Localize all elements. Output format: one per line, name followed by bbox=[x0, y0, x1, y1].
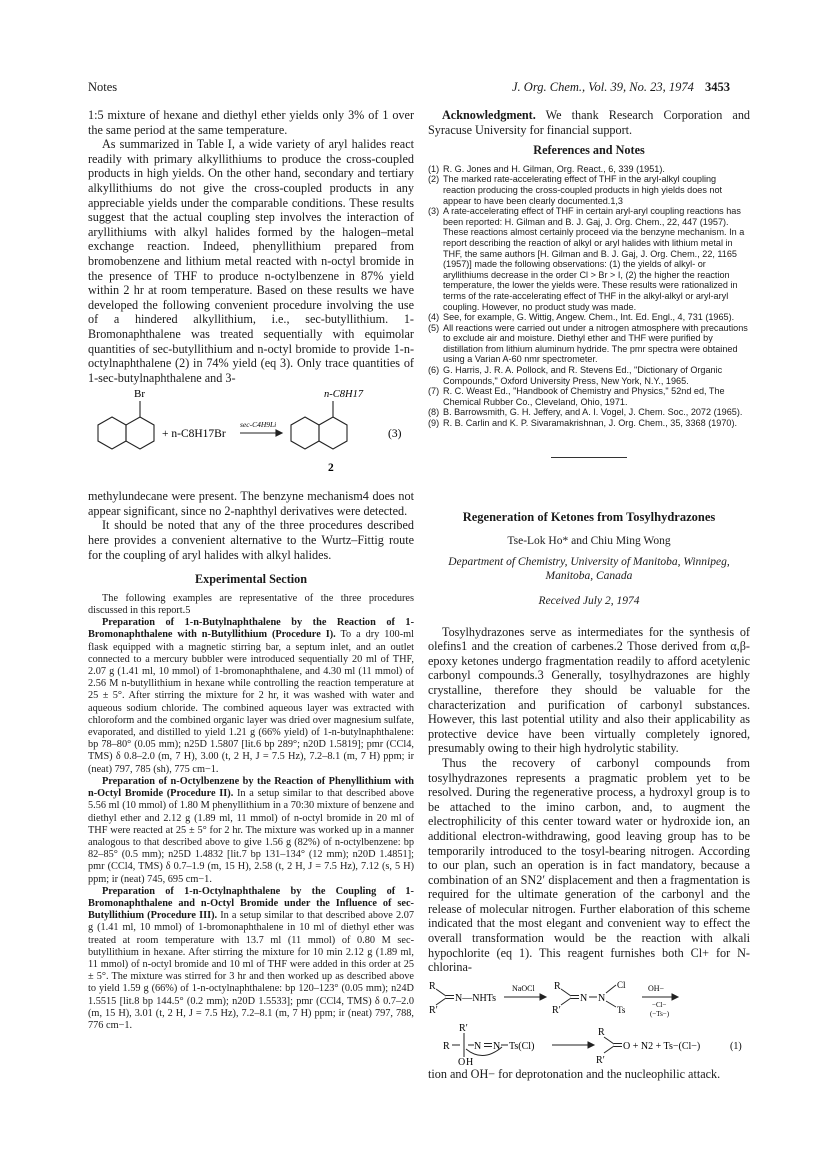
reference-text: The marked rate-accelerating effect of THF in the aryl-alkyl coupling reaction producing the cross-coupled products in high yields does not appear to have been clearly documented.1,3 bbox=[443, 174, 723, 206]
reference-text: See, for example, G. Wittig, Angew. Chem., Int. Ed. Engl., 4, 731 (1965). bbox=[443, 312, 735, 323]
reference-item bbox=[428, 386, 750, 407]
procedure-2-title: Preparation of n-Octylbenzene by the Reaction of Phenyllithium with n-Octyl Bromide (Procedure II). bbox=[88, 775, 414, 800]
scheme-naocl: NaOCl bbox=[512, 983, 535, 993]
scheme-o: O bbox=[458, 1056, 466, 1067]
equation-1-scheme bbox=[428, 979, 750, 1067]
reference-text: All reactions were carried out under a nitrogen atmosphere with precautions to exclude air and moisture. Diethyl ether and THF were purified by distillation from lithium aluminum hydride. The pmr spectra were obtained using a Varian A-60 nmr spectrometer. bbox=[443, 322, 748, 365]
reference-number: (1) bbox=[428, 163, 440, 174]
reference-item bbox=[428, 418, 750, 429]
scheme-ts: Ts bbox=[617, 1004, 626, 1015]
left-column bbox=[88, 108, 414, 1032]
reference-item bbox=[428, 206, 750, 312]
arrow-reagent: sec-C4H9Li bbox=[240, 420, 277, 430]
equation-number: (3) bbox=[388, 428, 402, 441]
product-substituent: n-C8H17 bbox=[324, 389, 364, 401]
reference-text: A rate-accelerating effect of THF in certain aryl-aryl coupling reactions has been reported: H. Gilman and B. J. Gaj, J. Org. Chem., 22, 447 (1957). These reactions almost certainly proceed via the benzyne mechanism. In a report describing the reaction of alkyl or aryl halides with lithium metal in THF, the same authors [H. Gilman and B. J. Gaj, J. Org. Chem., 22, 1165 (1957)] made the following observations: (1) the yields of alkyl- or aryllithiums decrease in the order Cl > Br > I, (2) the higher the reaction temperature, the lower the yields were. These results were rationalized in terms of the rate-accelerating effect of THF in the alkyl-alkyl or aryl-aryl coupling. However, no product study was made. bbox=[443, 206, 745, 312]
paragraph: Tosylhydrazones serve as intermediates for the synthesis of olefins1 and the creation of carbenes.2 Those derived from α,β-epoxy ketones undergo fragmentation readily to afford acetylenic carbonyl compounds.3 Generally, tosylhydrazones are highly crystalline, therefore they should be valuable for the characterization and purification of carbonyl substances. However, this last potential utility and also their applicability as protective device have been virtually completely ignored, presumably owing to their high hydrolytic stability. bbox=[428, 624, 750, 756]
scheme-products: O + N2 + Ts−(Cl−) bbox=[623, 1040, 701, 1052]
scheme-r5: R′ bbox=[459, 1022, 468, 1034]
reference-text: G. Harris, J. R. A. Pollock, and R. Stevens Ed., "Dictionary of Organic Compounds," Oxford University Press, New York, N.Y., 1965. bbox=[443, 365, 723, 386]
reference-number: (8) bbox=[428, 407, 440, 418]
paragraph: methylundecane were present. The benzyne mechanism4 does not appear significant, since no 2-naphthyl derivatives were detected. bbox=[88, 489, 414, 518]
paragraph: As summarized in Table I, a wide variety of aryl halides react readily with primary alkyllithiums to produce the cross-coupled products in high yields. On the other hand, secondary and tertiary alkyllithiums do not give the cross-coupled products in any appreciable yields under the comparable conditions. These results suggest that the actual coupling step involves the interaction of aryllithiums with alkyl halides formed by the halogen–metal exchange reaction. Indeed, phenyllithium prepared from bromobenzene and lithium metal reacted with n-octyl bromide in the presence of THF to produce n-octylbenzene in 87% yield within 2 hr at room temperature. Based on these results we have developed the following convenient procedure involving the use of a hindered alkyllithium, i.e., sec-butyllithium. 1-Bromonaphthalene was treated sequentially with equimolar quantities of sec-butyllithium and n-octyl bromide to provide 1-n-octylnaphthalene (2) in 74% yield (eq 3). Only trace quantities of 1-sec-butylnaphthalene and 3- bbox=[88, 137, 414, 385]
reference-number: (2) bbox=[428, 174, 440, 185]
paragraph: It should be noted that any of the three procedures described here provides a convenient alternative to the Wurtz–Fittig route for the coupling of aryl halides with alkyl halides. bbox=[88, 518, 414, 562]
scheme-r7: R bbox=[598, 1026, 605, 1038]
procedure-3-title: Preparation of 1-n-Octylnaphthalene by the Coupling of 1-Bromonaphthalene and n-Octyl Bromide under the Influence of sec-Butyllithium (Procedure III). bbox=[88, 885, 414, 922]
references-list bbox=[428, 164, 750, 429]
scheme-r3: R bbox=[554, 980, 561, 992]
procedure-1-text: To a dry 100-ml flask equipped with a magnetic stirring bar, a septum inlet, and an outlet connected to a mercury bubbler were introduced sequentially 20 ml of THF, 2.07 g (1.41 ml, 10 mmol) of 1-bromonaphthalene, and 4.30 ml (11 mmol) of 2.56 M n-butyllithium in hexane while controlling the reaction temperature at 25 ± 5°. After stirring the mixture for 2 hr, it was washed with water and aqueous sodium chloride. The combined aqueous layer was extracted with chloroform and the combined organic layer was dried over magnesium sulfate, evaporated, and distilled to yield 1.21 g (66% yield) of 1-n-butylnaphthalene: bp 78–80° (0.05 mm); n25D 1.5807 [lit.6 bp 289°; n20D 1.5819]; pmr (CCl4, TMS) δ 0.8–2.0 (m, 7 H), 3.00 (t, 2 H, J = 7.5 Hz), 7.2–8.1 (m, 7 H) ppm; ir (neat) 797, 785 (sh), 775 cm−1. bbox=[88, 629, 415, 775]
received-date: Received July 2, 1974 bbox=[538, 595, 640, 607]
paragraph: Thus the recovery of carbonyl compounds from tosylhydrazones represents a pragmatic problem yet to be resolved. During the regenerative process, a hydroxyl group is to be attached to the imino carbon, and, to augment the electrophilicity of this center toward water or hydroxide ion, an additional electron-withdrawing, good leaving group has to be temporarily introduced to the tosyl-bearing nitrogen. According to our plan, such an operation is in fact mandatory, because a combination of an SN2′ displacement and then a fragmentation is required for the ultimate generation of the carbonyl and the release of molecular nitrogen. Further elaboration of this scheme indicated that the most elegant and convenient way to effect the overall transformation would be the reaction with alkali hypochlorite (eq 1). This reagent furnishes both Cl+ for N-chlorina- bbox=[428, 755, 750, 975]
reference-item bbox=[428, 174, 750, 206]
scheme-minus-cl: −Cl− bbox=[652, 1000, 667, 1009]
reference-text: R. C. Weast Ed., "Handbook of Chemistry and Physics," 52nd ed, The Chemical Rubber Co., Cleveland, Ohio, 1971. bbox=[443, 386, 725, 407]
running-header-left: Notes bbox=[88, 80, 118, 94]
procedure-1 bbox=[88, 617, 414, 776]
equation-3-scheme bbox=[88, 387, 414, 487]
running-header-right bbox=[512, 80, 730, 95]
procedure-3-text: In a setup similar to that described above 2.07 g (1.41 ml, 10 mmol) of 1-bromonaphthalene in 10 ml of diethyl ether was treated at room temperature with 13.7 ml (11 mmol) of 0.80 M sec-butyllithium in hexane. After stirring the mixture for 10 min 2.12 g (1.89 ml, 11 mmol) of n-octyl bromide and 10 ml of THF were added in this order at 25 ± 5°. The mixture was stirred for 3 hr and then worked up as described above to yield 1.59 g (66%) of 1-n-octylnaphthalene: bp 120–123° (0.05 mm); n24D 1.5515 [lit.8 bp 144.5° (0.2 mm); n20D 1.5533]; pmr (CCl4, TMS) δ 0.7–2.0 (m, 15 H), 3.01 (t, 2 H, J = 7.5 Hz), 7.2–8.1 (m, 7 H) ppm; ir (neat) 797, 788, 776 cm−1. bbox=[88, 910, 414, 1031]
reference-text: B. Barrowsmith, G. H. Jeffery, and A. I. Vogel, J. Chem. Soc., 2072 (1965). bbox=[443, 407, 743, 418]
reference-number: (4) bbox=[428, 312, 440, 323]
scheme-r8: R′ bbox=[596, 1054, 605, 1066]
affiliation: Department of Chemistry, University of Manitoba, Winnipeg, Manitoba, Canada bbox=[448, 555, 730, 583]
paragraph: 1:5 mixture of hexane and diethyl ether yields only 3% of 1 over the same period at the same temperature. bbox=[88, 108, 414, 137]
scheme-eq-number: (1) bbox=[730, 1040, 742, 1052]
scheme-h: H bbox=[466, 1056, 474, 1067]
scheme-tscl: Ts(Cl) bbox=[509, 1040, 535, 1052]
scheme-r2: R′ bbox=[429, 1004, 438, 1016]
right-column bbox=[428, 108, 750, 1081]
reference-item bbox=[428, 407, 750, 418]
reference-number: (5) bbox=[428, 322, 440, 333]
scheme-oh: OH− bbox=[648, 983, 665, 993]
reference-number: (7) bbox=[428, 386, 440, 397]
procedure-2-text: In a setup similar to that described above 5.56 ml (10 mmol) of 1.80 M phenyllithium in a 70:30 mixture of benzene and diethyl ether and 2.12 g (1.89 ml, 11 mmol) of n-octyl bromide in 20 ml of THF were reacted at 25 ± 5° for 2 hr. The mixture was worked up in a manner analogous to that described above to give 1.56 g (82%) of n-octylbenzene: bp 82–85° (0.5 mm); n25D 1.4832 [lit.7 bp 131–134° (12 mm); n20D 1.4851]; pmr (CCl4, TMS) δ 0.7–1.9 (m, 15 H), 2.58 (t, 2 H, J = 7.5 Hz), 7.12 (s, 5 H) ppm; ir (neat) 745, 695 cm−1. bbox=[88, 788, 414, 885]
reference-item bbox=[428, 323, 750, 365]
bromo-label: Br bbox=[134, 388, 145, 401]
scheme-n1: N bbox=[474, 1040, 482, 1052]
reference-number: (6) bbox=[428, 365, 440, 376]
scheme-n: N bbox=[580, 992, 588, 1004]
reference-text: R. B. Carlin and K. P. Sivaramakrishnan, J. Org. Chem., 35, 3368 (1970). bbox=[443, 418, 738, 429]
reference-item bbox=[428, 312, 750, 323]
scheme-r1: R bbox=[429, 980, 436, 992]
experimental-heading: Experimental Section bbox=[194, 572, 308, 587]
reference-number: (9) bbox=[428, 418, 440, 429]
scheme-r6: R bbox=[443, 1040, 450, 1052]
procedure-3 bbox=[88, 886, 414, 1032]
page-number: 3453 bbox=[704, 80, 730, 94]
experimental-section bbox=[88, 593, 414, 1032]
paragraph: tion and OH− for deprotonation and the nucleophilic attack. bbox=[428, 1066, 721, 1081]
procedure-2 bbox=[88, 776, 414, 886]
scheme-minus-ts: (−Ts−) bbox=[650, 1009, 670, 1018]
scheme-n2: N bbox=[493, 1040, 501, 1052]
reference-number: (3) bbox=[428, 206, 440, 217]
procedure-1-title: Preparation of 1-n-Butylnaphthalene by the Reaction of 1-Bromonaphthalene with n-Butyllithium (Procedure I). bbox=[88, 617, 414, 641]
acknowledgment-title: Acknowledgment. bbox=[442, 108, 536, 122]
acknowledgment bbox=[428, 108, 750, 137]
journal-citation: J. Org. Chem., Vol. 39, No. 23, 1974 bbox=[512, 80, 694, 94]
scheme-nnhts: N—NHTs bbox=[455, 992, 496, 1004]
scheme-cl: Cl bbox=[617, 979, 626, 990]
references-heading: References and Notes bbox=[533, 143, 645, 158]
reference-item bbox=[428, 164, 750, 175]
authors: Tse-Lok Ho* and Chiu Ming Wong bbox=[507, 535, 671, 548]
article-title: Regeneration of Ketones from Tosylhydrazones bbox=[462, 509, 716, 524]
scheme-r4: R′ bbox=[552, 1004, 561, 1016]
experimental-intro: The following examples are representative of the three procedures discussed in this report.5 bbox=[88, 592, 414, 617]
reference-text: R. G. Jones and H. Gilman, Org. React., 6, 339 (1951). bbox=[443, 163, 665, 174]
reagent-label: + n-C8H17Br bbox=[162, 428, 226, 441]
reference-item bbox=[428, 365, 750, 386]
compound-number: 2 bbox=[328, 462, 334, 475]
section-divider bbox=[551, 457, 627, 458]
scheme-n-cl: N bbox=[598, 992, 606, 1004]
acknowledgment-text: We thank Research Corporation and Syracuse University for financial support. bbox=[428, 108, 751, 137]
